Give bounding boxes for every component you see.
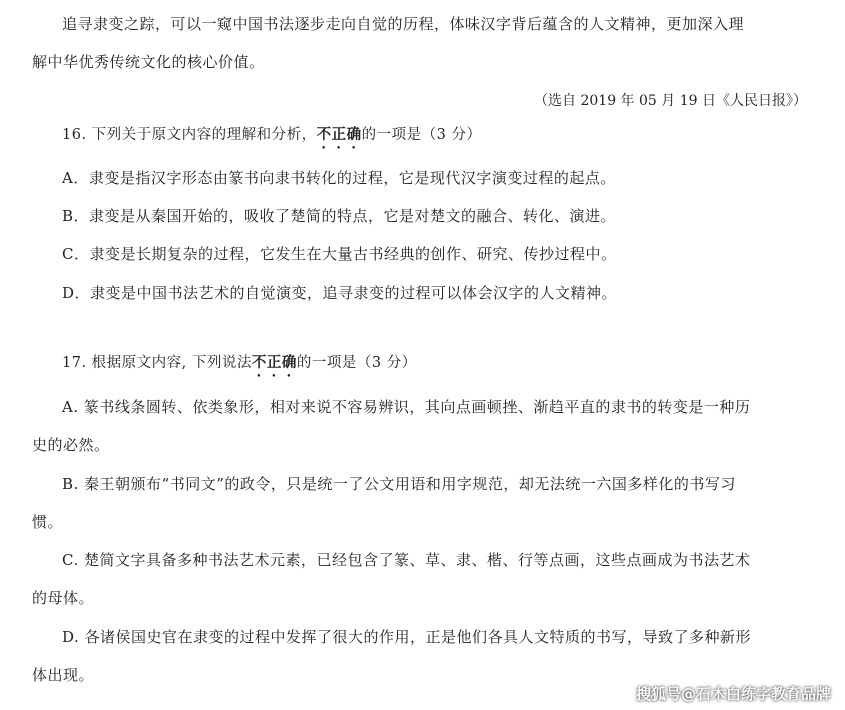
watermark: 搜狐号@石木白练字教育品牌 bbox=[635, 685, 831, 703]
question-17-option-c-line-1: C. 楚简文字具备多种书法艺术元素，已经包含了篆、草、隶、楷、行等点画，这些点画成为书法艺术 bbox=[62, 551, 751, 569]
question-17-option-d-line-1: D. 各诸侯国史官在隶变的过程中发挥了很大的作用，正是他们各具人文特质的书写，导致了多种新形 bbox=[62, 628, 752, 646]
question-16-emphasis: 不正确 bbox=[316, 126, 362, 143]
question-17-option-b-line-1: B. 秦王朝颁布“书同文”的政令，只是统一了公文用语和用字规范，却无法统一六国多样化的书写习 bbox=[62, 475, 736, 493]
question-16-option-c: C．隶变是长期复杂的过程，它发生在大量古书经典的创作、研究、传抄过程中。 bbox=[62, 245, 617, 263]
question-16-prefix: 16. 下列关于原文内容的理解和分析， bbox=[62, 127, 317, 143]
passage-line-2: 解中华优秀传统文化的核心价值。 bbox=[32, 53, 265, 71]
question-17-option-d-line-2: 体出现。 bbox=[32, 666, 95, 684]
question-16-option-b: B．隶变是从秦国开始的，吸收了楚简的特点，它是对楚文的融合、转化、演进。 bbox=[62, 207, 617, 225]
question-17-emphasis: 不正确 bbox=[251, 354, 297, 371]
question-17-option-b-line-2: 惯。 bbox=[32, 513, 64, 531]
question-17-option-a-line-1: A. 篆书线条圆转、依类象形，相对来说不容易辨识，其向点画顿挫、渐趋平直的隶书的转变是一种历 bbox=[62, 398, 751, 416]
question-17-title bbox=[62, 353, 417, 380]
question-17-prefix: 17. 根据原文内容, 下列说法 bbox=[62, 355, 252, 371]
question-16-title bbox=[62, 125, 482, 152]
question-17-suffix: 的一项是（3 分） bbox=[296, 355, 417, 371]
question-16-option-d: D．隶变是中国书法艺术的自觉演变，追寻隶变的过程可以体会汉字的人文精神。 bbox=[62, 284, 618, 302]
passage-source: （选自 2019 年 05 月 19 日《人民日报》） bbox=[534, 93, 807, 109]
question-16-suffix: 的一项是（3 分） bbox=[361, 127, 482, 143]
passage-line-1: 追寻隶变之踪，可以一窥中国书法逐步走向自觉的历程，体味汉字背后蕴含的人文精神，更加深入理 bbox=[62, 15, 745, 33]
question-16-option-a: A．隶变是指汉字形态由篆书向隶书转化的过程，它是现代汉字演变过程的起点。 bbox=[62, 169, 616, 187]
question-17-option-c-line-2: 的母体。 bbox=[32, 589, 95, 607]
question-17-option-a-line-2: 史的必然。 bbox=[32, 436, 110, 454]
